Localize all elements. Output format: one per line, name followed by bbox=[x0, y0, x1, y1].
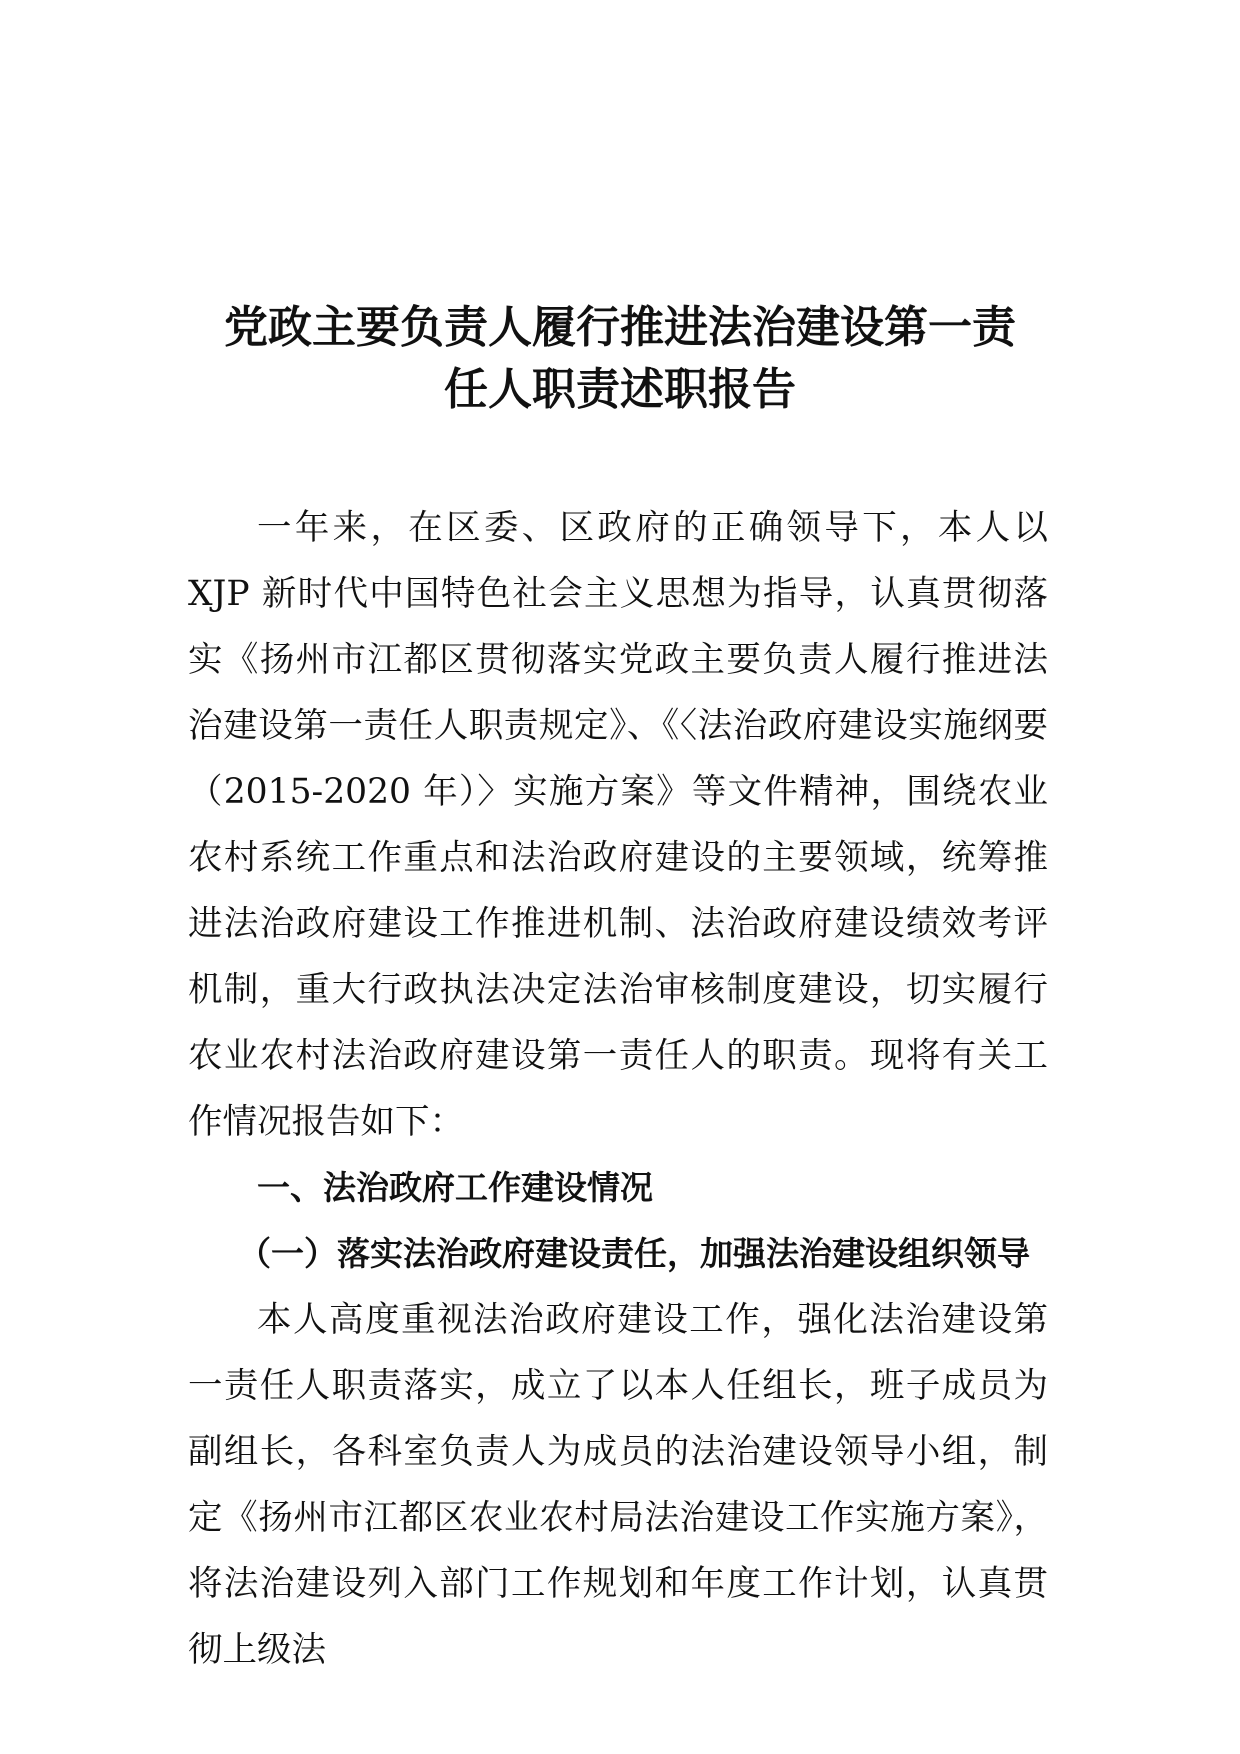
document-body bbox=[188, 495, 1048, 1683]
section-heading: 一、法治政府工作建设情况 bbox=[257, 1168, 653, 1207]
document-title bbox=[180, 297, 1060, 421]
subsection-heading: （一）落实法治政府建设责任，加强法治建设组织领导 bbox=[238, 1234, 1030, 1273]
subsection-paragraph: 本人高度重视法治政府建设工作，强化法治建设第一责任人职责落实，成立了以本人任组长，班子成员为副组长，各科室负责人为成员的法治建设领导小组，制定《扬州市江都区农业农村局法治建设工作实施方案》，将法治建设列入部门工作规划和年度工作计划，认真贯彻上级法 bbox=[188, 1300, 1048, 1670]
title-line-2: 任人职责述职报告 bbox=[444, 364, 796, 415]
title-line-1: 党政主要负责人履行推进法治建设第一责 bbox=[224, 302, 1016, 353]
intro-paragraph: 一年来，在区委、区政府的正确领导下，本人以 XJP 新时代中国特色社会主义思想为指导，认真贯彻落实《扬州市江都区贯彻落实党政主要负责人履行推进法治建设第一责任人职责规定》、《〈法治政府建设实施纲要（2015-2020 年）〉实施方案》等文件精神，围绕农业农村系统工作重点和法治政府建设的主要领域，统筹推进法治政府建设工作推进机制、法治政府建设绩效考评机制，重大行政执法决定法治审核制度建设，切实履行农业农村法治政府建设第一责任人的职责。现将有关工作情况报告如下： bbox=[188, 508, 1048, 1142]
